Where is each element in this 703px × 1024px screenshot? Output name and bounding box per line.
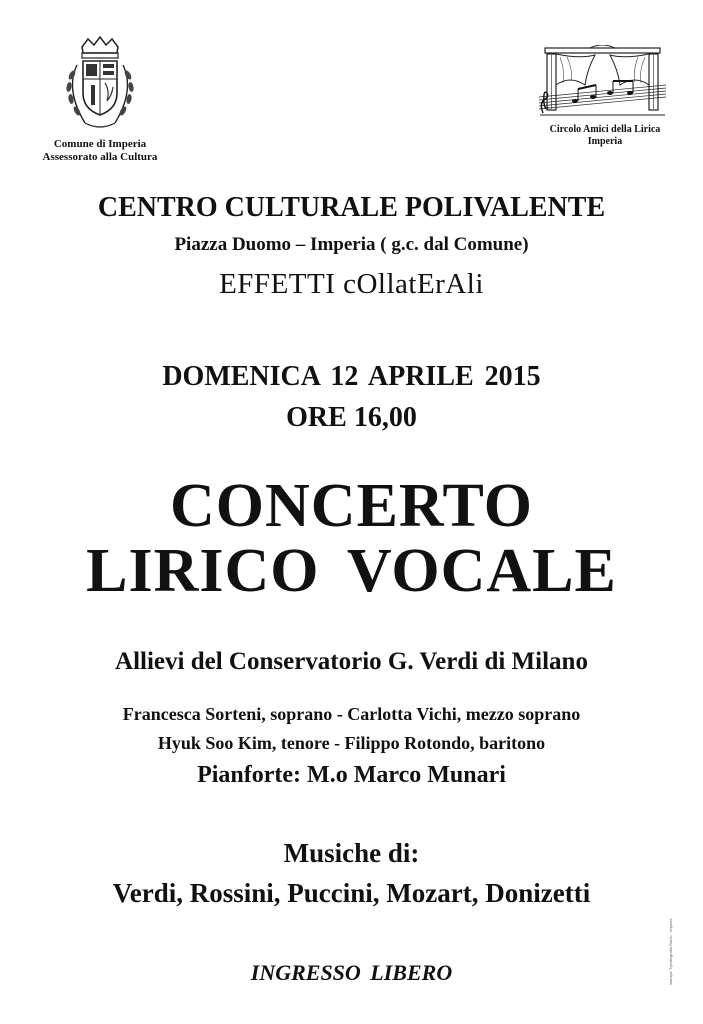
concert-title-line2: LIRICO VOCALE: [86, 537, 617, 605]
event-time: ORE 16,00: [286, 402, 417, 433]
printer-credit: stampa: Tipolitografia Ranlo - Imperia: [668, 918, 673, 985]
opera-circle-name: Circolo Amici della Lirica: [549, 124, 661, 135]
pianist: Pianforte: M.o Marco Munari: [197, 762, 506, 788]
opera-circle-city: Imperia: [587, 136, 623, 147]
venue-title: CENTRO CULTURALE POLIVALENTE: [97, 192, 606, 223]
music-label: Musiche di:: [283, 838, 420, 868]
culture-department: Assessorato alla Cultura: [42, 151, 158, 163]
performers-line1: Francesca Sorteni, soprano - Carlotta Vichi, mezzo soprano: [122, 704, 581, 724]
event-date: DOMENICA 12 APRILE 2015: [162, 361, 541, 392]
composers-list: Verdi, Rossini, Puccini, Mozart, Donizetti: [112, 878, 591, 908]
concert-title-line1: CONCERTO: [170, 472, 533, 540]
municipality-caption: [20, 138, 180, 164]
performers-line2: Hyuk Soo Kim, tenore - Filippo Rotondo, baritono: [157, 733, 546, 753]
opera-circle-caption: [530, 124, 680, 148]
conservatory-students: Allievi del Conservatorio G. Verdi di Milano: [115, 648, 588, 675]
venue-address: Piazza Duomo – Imperia ( g.c. dal Comune): [174, 234, 529, 255]
event-series-name: EFFETTI cOllatErAli: [219, 268, 484, 300]
free-entry-notice: INGRESSO LIBERO: [250, 960, 453, 985]
municipal-coat-of-arms-icon: [55, 35, 145, 135]
municipality-name: Comune di Imperia: [53, 138, 147, 150]
opera-stage-curtain-icon: [535, 45, 670, 120]
